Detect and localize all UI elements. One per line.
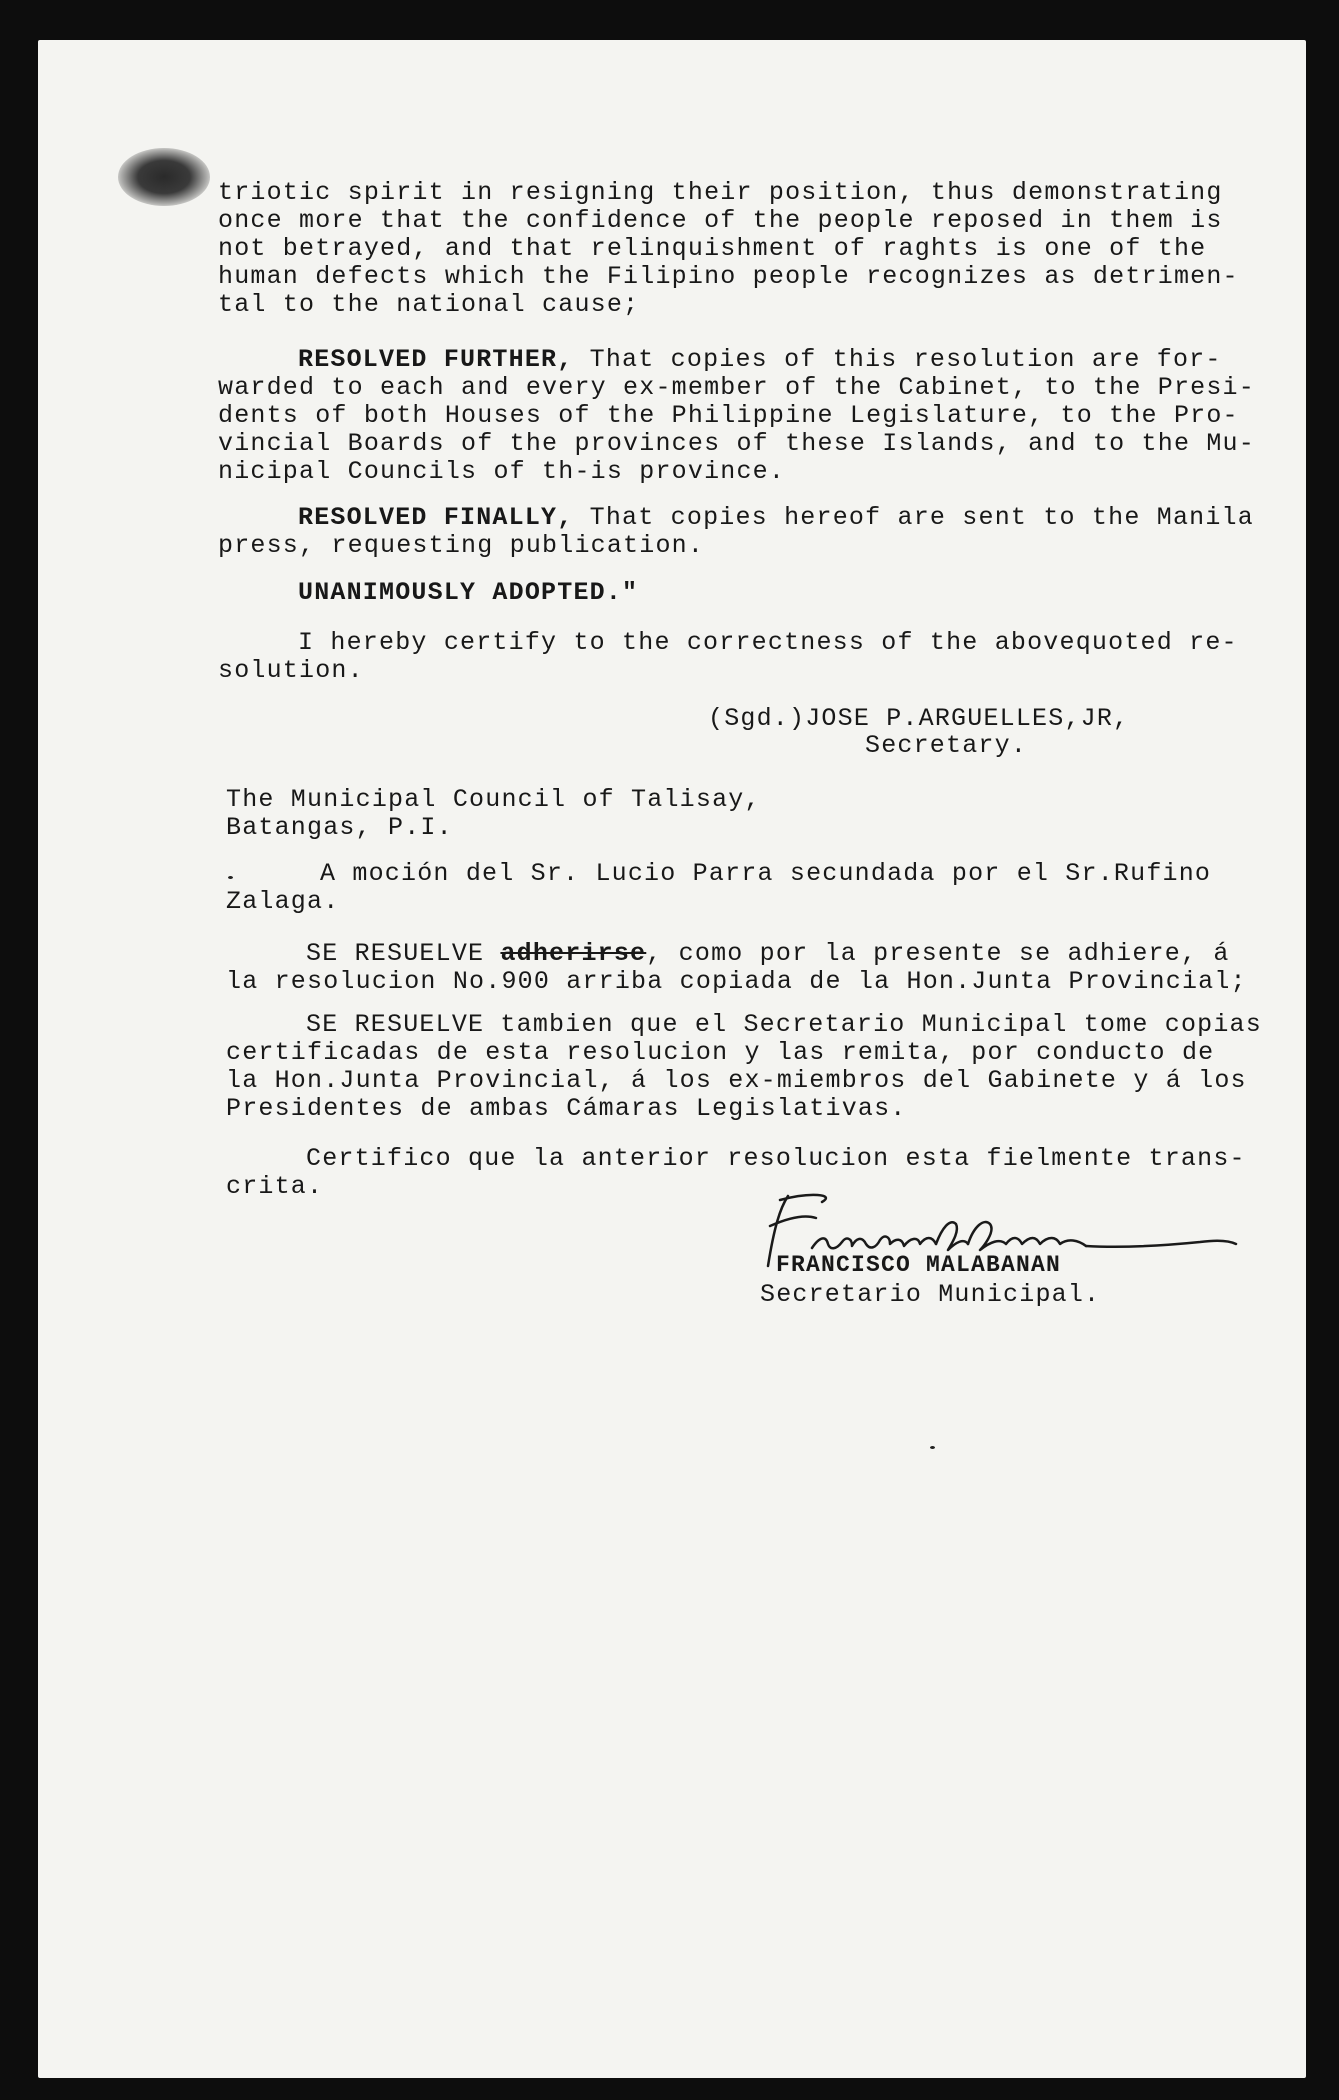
es1-line: Zalaga. <box>226 887 340 916</box>
ink-smudge <box>118 148 210 206</box>
es4-line: crita. <box>226 1172 324 1201</box>
certify-line: solution. <box>218 656 364 685</box>
p2-line: warded to each and every ex-member of the Cabinet, to the Presi- <box>218 373 1255 402</box>
sgd-name: (Sgd.)JOSE P.ARGUELLES,JR, <box>708 704 1130 733</box>
es2-lead: SE RESUELVE <box>306 939 485 968</box>
p2-lead: RESOLVED FURTHER, <box>298 345 574 374</box>
council-line: Batangas, P.I. <box>226 813 453 842</box>
p3-line: press, requesting publication. <box>218 531 705 560</box>
p1-line: not betrayed, and that relinquishment of raghts is one of the <box>218 234 1207 263</box>
es2-struck: adherirse <box>500 939 647 968</box>
p2-line: vincial Boards of the provinces of these Islands, and to the Mu- <box>218 429 1255 458</box>
signer-name: FRANCISCO MALABANAN <box>776 1252 1062 1278</box>
es2-line: la resolucion No.900 arriba copiada de la Hon.Junta Provincial; <box>226 967 1247 996</box>
p2-first-line <box>298 345 1222 374</box>
es3-line: Presidentes de ambas Cámaras Legislativas. <box>226 1094 907 1123</box>
certify-line: I hereby certify to the correctness of the abovequoted re- <box>298 628 1238 657</box>
p1-line: triotic spirit in resigning their position, thus demonstrating <box>218 178 1223 207</box>
p3-line: That copies hereof are sent to the Manila <box>589 503 1254 532</box>
p2-line: dents of both Houses of the Philippine Legislature, to the Pro- <box>218 401 1239 430</box>
es3-line: tambien que el Secretario Municipal tome copias <box>484 1010 1262 1039</box>
p2-line: That copies of this resolution are for- <box>589 345 1222 374</box>
es3-first-line <box>306 1010 1262 1039</box>
unanimously-adopted: UNANIMOUSLY ADOPTED." <box>298 578 639 607</box>
es4-line: Certifico que la anterior resolucion esta fielmente trans- <box>306 1144 1246 1173</box>
es3-lead: SE RESUELVE <box>306 1010 485 1039</box>
p2-line: nicipal Councils of th-is province. <box>218 457 786 486</box>
ink-speck <box>930 1446 935 1449</box>
p1-line: human defects which the Filipino people recognizes as detrimen- <box>218 262 1239 291</box>
es3-line: la Hon.Junta Provincial, á los ex-miembros del Gabinete y á los <box>226 1066 1247 1095</box>
p3-first-line <box>298 503 1254 532</box>
p3-lead: RESOLVED FINALLY, <box>298 503 574 532</box>
es3-line: certificadas de esta resolucion y las remita, por conducto de <box>226 1038 1215 1067</box>
es2-line: , como por la presente se adhiere, á <box>646 939 1230 968</box>
p1-line: tal to the national cause; <box>218 290 640 319</box>
handwritten-signature <box>760 1188 1240 1283</box>
council-line: The Municipal Council of Talisay, <box>226 785 761 814</box>
es1-line: A moción del Sr. Lucio Parra secundada por el Sr.Rufino <box>320 859 1212 888</box>
ink-speck <box>228 876 233 879</box>
sgd-title: Secretary. <box>865 731 1028 760</box>
es2-first-line <box>306 939 1230 968</box>
signer-title: Secretario Municipal. <box>760 1280 1101 1309</box>
p1-line: once more that the confidence of the people reposed in them is <box>218 206 1223 235</box>
